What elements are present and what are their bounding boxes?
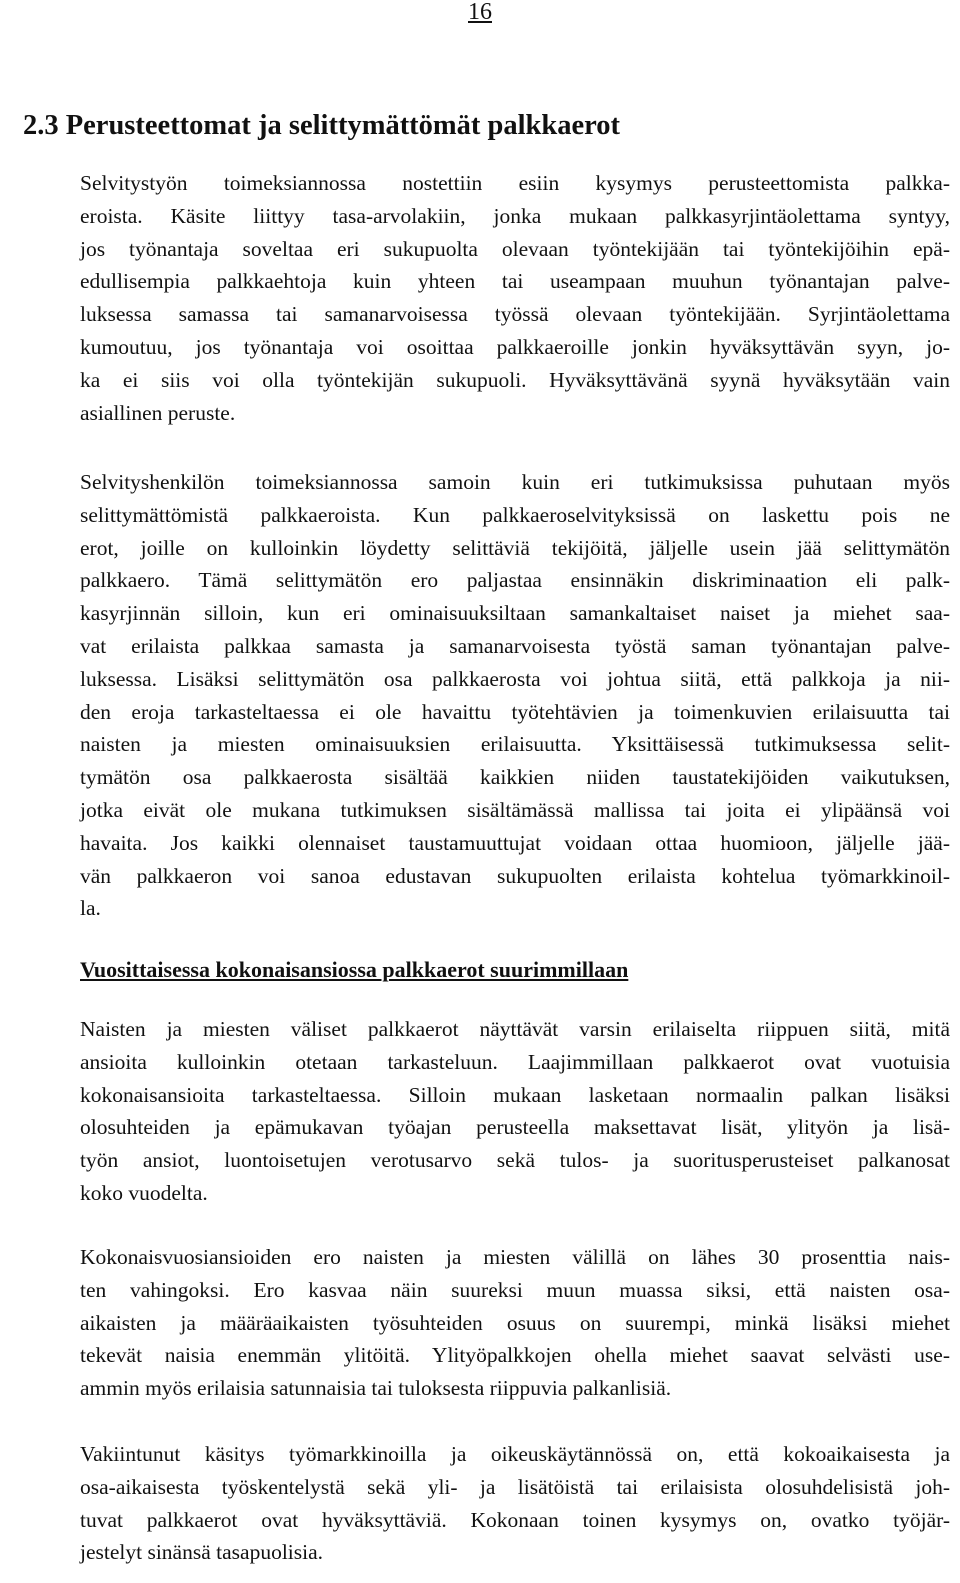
text-line: työn ansiot, luontoisetujen verotusarvo sekä tulos- ja suoritusperusteiset palkanosat	[80, 1148, 950, 1173]
text-line: osa-aikaisesta työskentelystä sekä yli- ja lisätöistä tai erilaisista olosuhdelisistä joh-	[80, 1474, 950, 1499]
text-line: erot, joille on kulloinkin löydetty selittäviä tekijöitä, jäljelle usein jää selittymätön	[80, 535, 950, 560]
text-line: tymätön osa palkkaerosta sisältää kaikkien niiden taustatekijöiden vaikutuksen,	[80, 765, 950, 790]
paragraph	[80, 1013, 950, 1210]
page-number: 16	[468, 0, 492, 25]
paragraph	[80, 1438, 950, 1569]
text-line: selittymättömistä palkkaeroista. Kun palkkaeroselvityksissä on laskettu pois ne	[80, 502, 950, 527]
text-line: asiallinen peruste.	[80, 400, 236, 425]
text-line: Selvityshenkilön toimeksiannossa samoin kuin eri tutkimuksissa puhutaan myös	[80, 470, 950, 494]
paragraph	[80, 1241, 950, 1405]
text-line: ten vahingoksi. Ero kasvaa näin suureksi muun muassa siksi, että naisten osa-	[80, 1277, 950, 1302]
text-line: jos työnantaja soveltaa eri sukupuolta olevaan työntekijään tai työntekijöihin epä-	[80, 236, 950, 261]
text-line: Vakiintunut käsitys työmarkkinoilla ja oikeuskäytännössä on, että kokoaikaisesta ja	[80, 1442, 950, 1466]
text-line: kumoutuu, jos työnantaja voi osoittaa palkkaeroille jonkin hyväksyttävän syyn, jo-	[80, 334, 950, 359]
text-line: edullisempia palkkaehtoja kuin yhteen tai useampaan muuhun työnantajan palve-	[80, 269, 950, 294]
text-line: luksessa. Lisäksi selittymätön osa palkkaerosta voi johtua siitä, että palkkoja ja nii-	[80, 666, 950, 691]
text-line: olosuhteiden ja epämukavan työajan perusteella maksettavat lisät, ylityön ja lisä-	[80, 1115, 950, 1140]
text-line: vän palkkaeron voi sanoa edustavan sukupuolten erilaista kohtelua työmarkkinoil-	[80, 863, 950, 888]
text-line: palkkaero. Tämä selittymätön ero paljastaa ensinnäkin diskriminaation eli palk-	[80, 568, 950, 593]
text-line: den eroja tarkasteltaessa ei ole havaittu työtehtävien ja toimenkuvien erilaisuutta tai	[80, 699, 950, 724]
text-line: aikaisten ja määräaikaisten työsuhteiden osuus on suurempi, minkä lisäksi miehet	[80, 1310, 950, 1335]
text-line: ammin myös erilaisia satunnaisia tai tuloksesta riippuvia palkanlisiä.	[80, 1376, 672, 1401]
text-line: la.	[80, 896, 101, 921]
text-line: jestelyt sinänsä tasapuolisia.	[80, 1540, 324, 1565]
text-line: kokonaisansioita tarkasteltaessa. Silloin mukaan lasketaan normaalin palkan lisäksi	[80, 1082, 950, 1107]
paragraph	[80, 466, 950, 925]
text-line: koko vuodelta.	[80, 1180, 208, 1205]
text-line: havaita. Jos kaikki olennaiset taustamuuttujat voidaan ottaa huomioon, jäljelle jää-	[80, 830, 950, 855]
subheading: Vuosittaisessa kokonaisansiossa palkkaerot suurimmillaan	[80, 957, 629, 982]
text-line: kasyrjinnän silloin, kun eri ominaisuuksiltaan samankaltaiset naiset ja miehet saa-	[80, 601, 950, 626]
text-line: tuvat palkkaerot ovat hyväksyttäviä. Kokonaan toinen kysymys on, ovatko työjär-	[80, 1507, 950, 1532]
text-line: Naisten ja miesten väliset palkkaerot näyttävät varsin erilaiselta riippuen siitä, mitä	[80, 1017, 950, 1041]
text-line: luksessa samassa tai samanarvoisessa työssä olevaan työntekijään. Syrjintäolettama	[80, 302, 950, 327]
text-line: Kokonaisvuosiansioiden ero naisten ja miesten välillä on lähes 30 prosenttia nais-	[80, 1245, 950, 1269]
section-title: 2.3 Perusteettomat ja selittymättömät palkkaerot	[23, 110, 621, 141]
text-line: naisten ja miesten ominaisuuksien erilaisuutta. Yksittäisessä tutkimuksessa selit-	[80, 732, 950, 757]
text-line: eroista. Käsite liittyy tasa-arvolakiin, jonka mukaan palkkasyrjintäolettama syntyy,	[80, 203, 950, 228]
text-line: Selvitystyön toimeksiannossa nostettiin esiin kysymys perusteettomista palkka-	[80, 171, 950, 195]
paragraph	[80, 167, 950, 429]
text-line: jotka eivät ole mukana tutkimuksen sisältämässä mallissa tai joita ei ylipäänsä voi	[80, 797, 950, 822]
text-line: vat erilaista palkkaa samasta ja samanarvoisesta työstä saman työnantajan palve-	[80, 633, 950, 658]
text-line: ansioita kulloinkin otetaan tarkasteluun. Laajimmillaan palkkaerot ovat vuotuisia	[80, 1049, 950, 1074]
text-line: ka ei siis voi olla työntekijän sukupuoli. Hyväksyttävänä syynä hyväksytään vain	[80, 367, 950, 392]
text-line: tekevät naisia enemmän ylitöitä. Ylityöpalkkojen ohella miehet saavat selvästi use-	[80, 1343, 950, 1368]
